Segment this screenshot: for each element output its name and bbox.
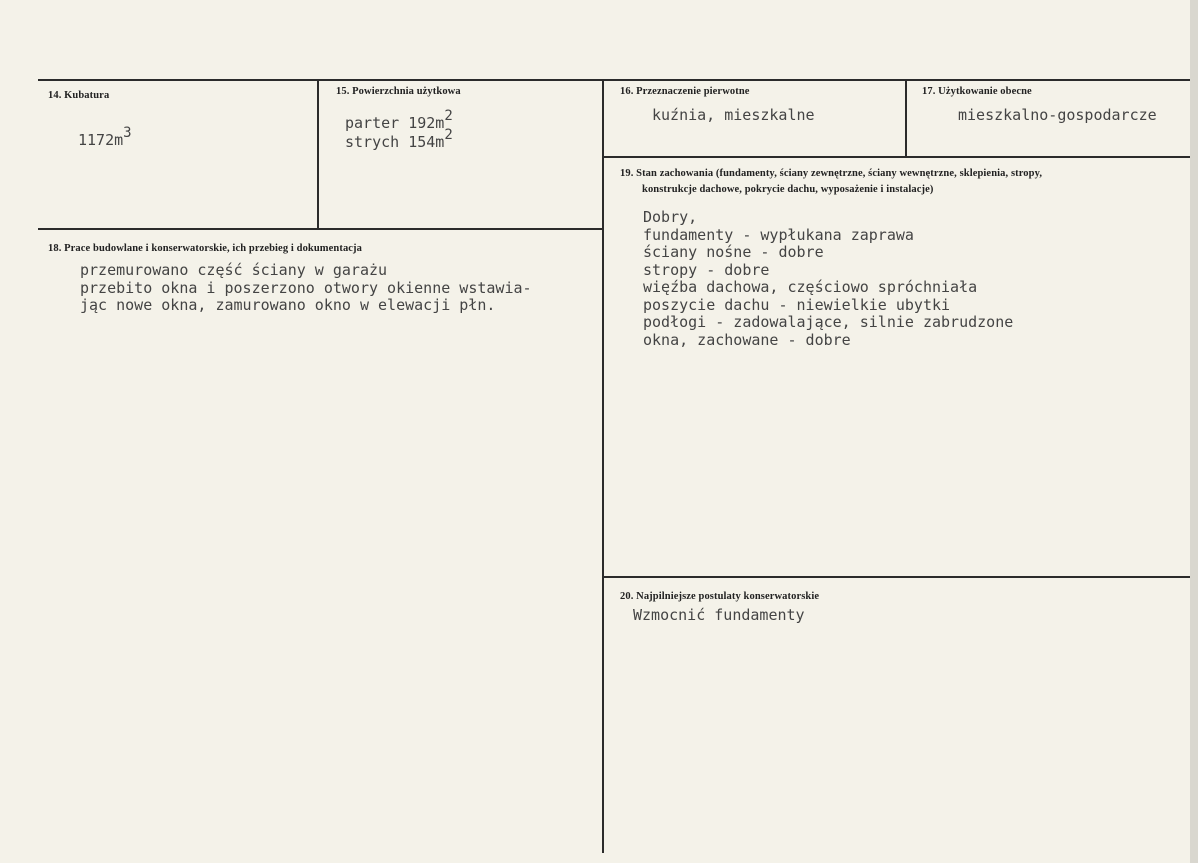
divider-16-17 [905,80,907,157]
field-16-value: kuźnia, mieszkalne [652,106,815,124]
area-ground-floor-exponent: 2 [444,108,453,124]
rule-above-20 [603,576,1198,578]
card-edge-shadow [1190,0,1198,863]
divider-15-16 [602,80,604,853]
condition-line-8: okna, zachowane - dobre [643,330,851,349]
field-14-label: 14. Kubatura [48,90,110,101]
condition-line-1: Dobry, [643,208,698,226]
volume-value: 1172m [78,131,124,149]
rule-above-18 [38,228,603,230]
field-20-label: 20. Najpilniejsze postulaty konserwatorskie [620,591,820,602]
works-line-2: przebito okna i poszerzono otwory okienne wstawia- [80,278,532,297]
field-18-value [80,262,532,315]
condition-line-6: poszycie dachu - niewielkie ubytki [643,295,951,314]
field-15-label: 15. Powierzchnia użytkowa [336,86,461,97]
field-18-label: 18. Prace budowlane i konserwatorskie, ich przebieg i dokumentacja [48,243,363,254]
field-17-value: mieszkalno-gospodarcze [958,106,1157,124]
condition-line-5: więźba dachowa, częściowo spróchniała [643,278,978,296]
divider-14-15 [317,80,319,229]
field-20-value: Wzmocnić fundamenty [633,606,805,624]
area-attic: strych 154m [345,132,445,151]
condition-line-4: stropy - dobre [643,260,770,279]
works-line-1: przemurowano część ściany w garażu [80,261,388,279]
field-17-label: 17. Użytkowanie obecne [922,86,1032,97]
field-19-value [643,209,1013,349]
area-attic-exponent: 2 [444,126,453,143]
rule-above-19 [603,156,1198,158]
condition-line-7: podłogi - zadowalające, silnie zabrudzone [643,313,1014,331]
top-rule [38,79,1198,81]
area-ground-floor: parter 192m [345,114,445,132]
volume-exponent: 3 [123,125,132,141]
field-14-value [78,125,132,151]
field-19-label-line-1: 19. Stan zachowania (fundamenty, ściany zewnętrzne, ściany wewnętrzne, sklepienia, stropy, [620,168,1043,179]
field-16-label: 16. Przeznaczenie pierwotne [620,86,750,97]
condition-line-3: ściany nośne - dobre [643,243,824,261]
field-15-value [345,108,453,152]
field-19-label-line-2: konstrukcje dachowe, pokrycie dachu, wyposażenie i instalacje) [642,184,934,195]
condition-line-2: fundamenty - wypłukana zaprawa [643,225,914,244]
works-line-3: jąc nowe okna, zamurowano okno w elewacji płn. [80,296,496,314]
